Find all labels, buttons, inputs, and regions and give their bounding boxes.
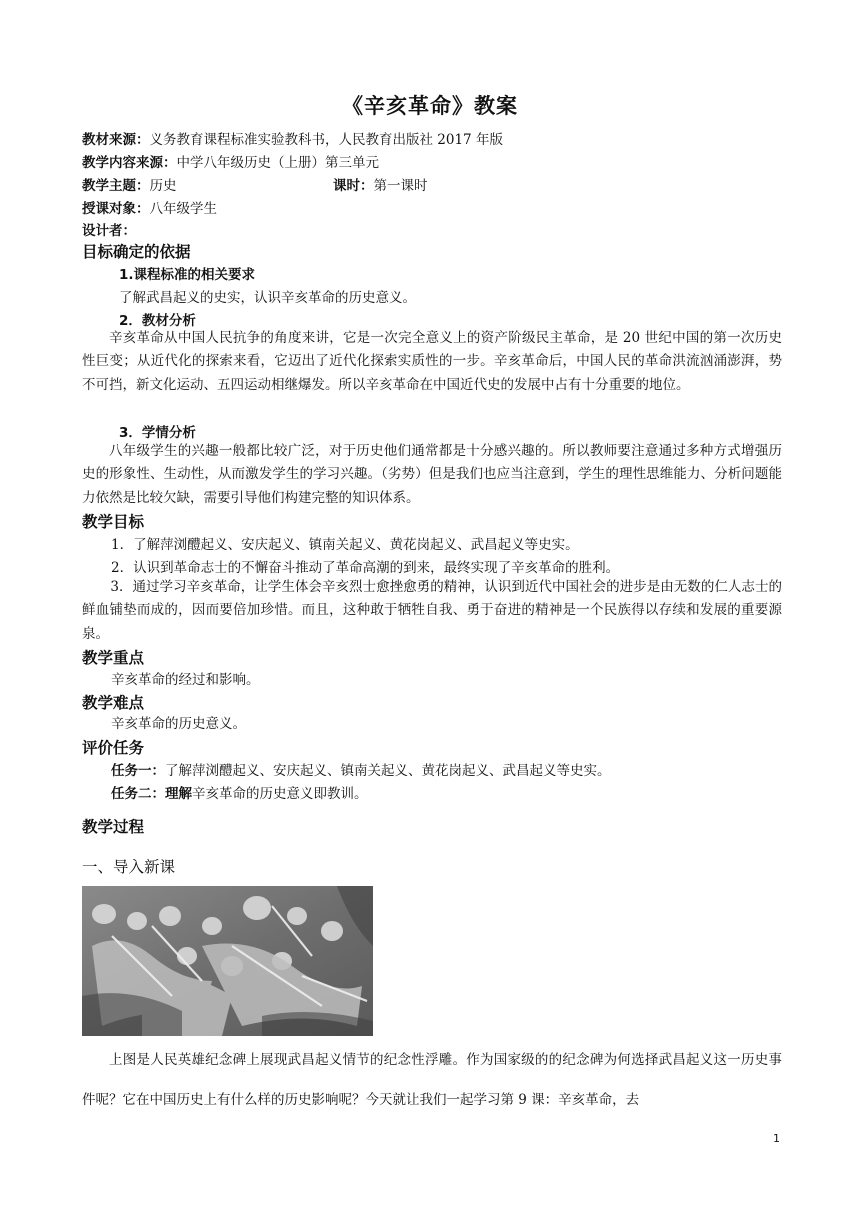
meta-source [82, 131, 503, 149]
task-2-text: 辛亥革命的历史意义即教训。 [192, 786, 368, 802]
document-title: 《辛亥革命》教案 [342, 94, 518, 118]
key-heading: 教学重点 [82, 649, 145, 667]
task-2-label: 任务二： [111, 786, 165, 802]
meta-audience [82, 200, 217, 218]
content-value: 中学八年级历史（上册）第三单元 [176, 155, 379, 171]
basis-s1-text: 了解武昌起义的史实，认识辛亥革命的历史意义。 [119, 290, 416, 306]
difficulty-text: 辛亥革命的历史意义。 [111, 716, 246, 732]
designer-label: 设计者： [82, 223, 136, 239]
page-number: 1 [773, 1132, 780, 1145]
meta-designer [82, 222, 136, 240]
task-2 [111, 785, 368, 803]
key-text: 辛亥革命的经过和影响。 [111, 672, 260, 688]
goal-item-2: 2．认识到革命志士的不懈奋斗推动了革命高潮的到来，最终实现了辛亥革命的胜利。 [111, 560, 620, 576]
task-1-label: 任务一： [111, 763, 165, 779]
source-value: 义务教育课程标准实验教科书，人民教育出版社 2017 年版 [149, 132, 503, 148]
goals-heading: 教学目标 [82, 513, 145, 531]
basis-heading: 目标确定的依据 [82, 243, 191, 261]
tasks-heading: 评价任务 [82, 739, 145, 757]
relief-sculpture-image [82, 886, 373, 1036]
source-label: 教材来源： [82, 132, 150, 148]
difficulty-heading: 教学难点 [82, 694, 145, 712]
subject-label: 教学主题： [82, 178, 150, 194]
task-2-bold: 理解 [165, 786, 192, 802]
basis-s3-text: 八年级学生的兴趣一般都比较广泛，对于历史他们通常都是十分感兴趣的。所以教师要注意通过多种方式增强历史的形象性、生动性，从而激发学生的学习兴趣。（劣势）但是我们也应当注意到，学生的理性思维能力、分析问题能力依然是比较欠缺，需要引导他们构建完整的知识体系。 [82, 443, 782, 506]
intro-text: 上图是人民英雄纪念碑上展现武昌起义情节的纪念性浮雕。作为国家级的的纪念碑为何选择武昌起义这一历史事件呢？它在中国历史上有什么样的历史影响呢？今天就让我们一起学习第 9 课：辛亥革命，去 [82, 1052, 782, 1108]
goal-item-1: 1．了解萍浏醴起义、安庆起义、镇南关起义、黄花岗起义、武昌起义等史实。 [111, 537, 579, 553]
task-1 [111, 762, 611, 780]
subject-value: 历史 [149, 178, 177, 194]
meta-subject [82, 177, 177, 195]
meta-period [333, 177, 428, 195]
meta-content [82, 154, 379, 172]
audience-value: 八年级学生 [149, 201, 217, 217]
basis-s2-title: 2．教材分析 [119, 313, 196, 329]
goal-item-3: 3．通过学习辛亥革命，让学生体会辛亥烈士愈挫愈勇的精神，认识到近代中国社会的进步是由无数的仁人志士的鲜血铺垫而成的，因而要倍加珍惜。而且，这种敢于牺牲自我、勇于奋进的精神是一个民族得以存续和发展的重要源泉。 [82, 579, 782, 642]
process-heading: 教学过程 [82, 818, 145, 836]
period-value: 第一课时 [373, 178, 428, 194]
basis-s1-title: 1.课程标准的相关要求 [119, 267, 256, 283]
basis-s3-title: 3．学情分析 [119, 425, 196, 441]
period-label: 课时： [333, 178, 374, 194]
audience-label: 授课对象： [82, 201, 150, 217]
intro-heading: 一、导入新课 [82, 858, 176, 876]
content-label: 教学内容来源： [82, 155, 177, 171]
task-1-text: 了解萍浏醴起义、安庆起义、镇南关起义、黄花岗起义、武昌起义等史实。 [165, 763, 611, 779]
basis-s2-text: 辛亥革命从中国人民抗争的角度来讲，它是一次完全意义上的资产阶级民主革命，是 20 世纪中国的第一次历史性巨变；从近代化的探索来看，它迈出了近代化探索实质性的一步。辛亥革命后，中国人民的革命洪流汹涌澎湃，势不可挡，新文化运动、五四运动相继爆发。所以辛亥革命在中国近代史的发展中占有十分重要的地位。 [82, 330, 782, 393]
